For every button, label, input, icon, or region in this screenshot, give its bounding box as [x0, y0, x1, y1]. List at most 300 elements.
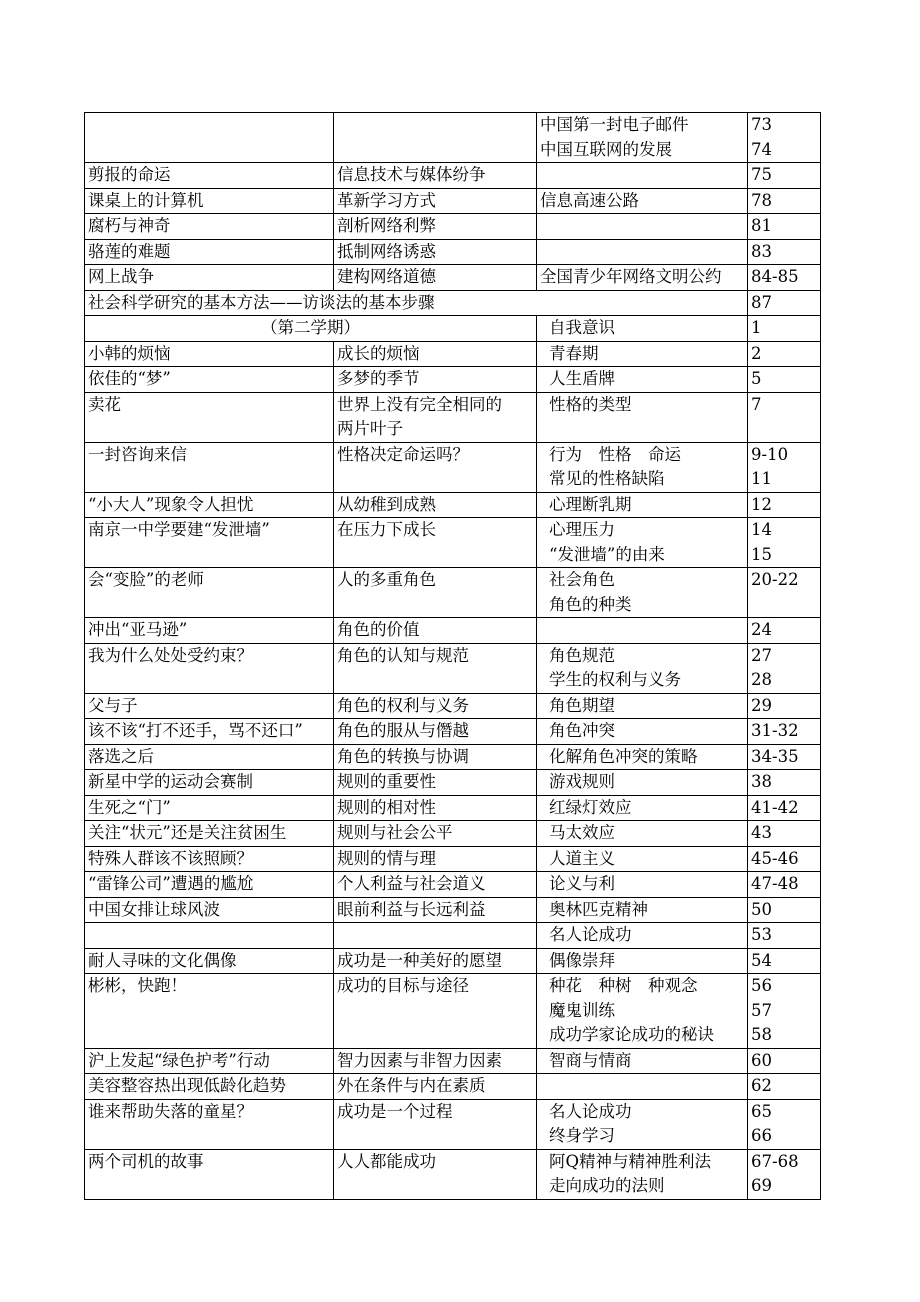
cell-line: 学生的权利与义务	[549, 670, 681, 689]
cell-line: 名人论成功	[549, 1101, 632, 1121]
cell-line: 47-48	[751, 874, 799, 893]
cell-line: 信息高速公路	[540, 190, 639, 210]
table-cell-c1	[85, 492, 334, 518]
table-cell-c4	[748, 923, 821, 949]
table-cell-c1	[85, 1149, 334, 1199]
table-body-method	[85, 290, 821, 341]
table-row	[85, 341, 821, 367]
cell-line: 智商与情商	[549, 1050, 632, 1070]
table-row	[85, 923, 821, 949]
cell-line: 两个司机的故事	[88, 1151, 204, 1171]
method-row	[85, 290, 821, 316]
cell-line: “发泄墙”的由来	[549, 544, 665, 564]
cell-line: 7	[751, 394, 762, 414]
cell-line: 成长的烦恼	[337, 343, 420, 363]
table-cell-c4	[748, 1048, 821, 1074]
cell-line: 剪报的命运	[88, 165, 171, 184]
cell-line: 65	[751, 1101, 772, 1121]
cell-line: 心理压力	[549, 520, 615, 539]
table-cell-c3	[537, 214, 748, 240]
cell-line: 革新学习方式	[337, 190, 436, 210]
table-cell-c4	[748, 113, 821, 163]
method-text: 社会科学研究的基本方法——访谈法的基本步骤	[85, 290, 748, 316]
table-cell-c3	[537, 693, 748, 719]
table-cell-c2	[334, 392, 537, 442]
cell-line: 角色的种类	[549, 594, 632, 614]
cell-line: 54	[751, 950, 772, 970]
table-cell-c1	[85, 1099, 334, 1149]
cell-line: 论义与利	[549, 874, 615, 893]
table-cell-c1	[85, 618, 334, 644]
table-cell-c2	[334, 442, 537, 492]
cell-line: 名人论成功	[549, 925, 632, 944]
table-cell-c1	[85, 744, 334, 770]
cell-line: 角色的权利与义务	[337, 695, 469, 715]
cell-line: 50	[751, 899, 772, 919]
table-row	[85, 770, 821, 796]
cell-line: 课桌上的计算机	[88, 190, 204, 210]
cell-line: 29	[751, 695, 772, 715]
cell-line: 游戏规则	[549, 772, 615, 791]
cell-line: 两片叶子	[337, 419, 403, 438]
cell-line: 青春期	[549, 343, 599, 363]
table-cell-c3	[537, 188, 748, 214]
cell-line: 2	[751, 343, 762, 363]
table-cell-c3	[537, 618, 748, 644]
cell-line: 83	[751, 241, 772, 261]
cell-line: 我为什么处处受约束？	[88, 645, 253, 665]
cell-line: 红绿灯效应	[549, 797, 632, 817]
table-row	[85, 846, 821, 872]
cell-line: 45-46	[751, 848, 799, 868]
table-row	[85, 367, 821, 393]
table-cell-c3	[537, 518, 748, 568]
table-cell-c2	[334, 923, 537, 949]
table-row	[85, 897, 821, 923]
cell-line: 84-85	[751, 267, 799, 286]
cell-line: 43	[751, 823, 772, 842]
table-body-part1	[85, 113, 821, 291]
table-cell-c3	[537, 1074, 748, 1100]
table-cell-c3	[537, 392, 748, 442]
semester-label: （第二学期）	[85, 316, 537, 342]
cell-line: 多梦的季节	[337, 369, 420, 388]
table-cell-c2	[334, 163, 537, 189]
table-cell-c2	[334, 367, 537, 393]
table-row	[85, 719, 821, 745]
table-cell-c3	[537, 239, 748, 265]
cell-line: 信息技术与媒体纷争	[337, 165, 486, 184]
cell-line: 中国女排让球风波	[88, 899, 220, 919]
cell-line: 规则的相对性	[337, 797, 436, 817]
cell-line: 78	[751, 190, 772, 210]
table-cell-c2	[334, 770, 537, 796]
table-cell-c1	[85, 795, 334, 821]
table-cell-c2	[334, 265, 537, 291]
table-row	[85, 1074, 821, 1100]
cell-line: 行为 性格 命运	[549, 444, 681, 464]
table-cell-c1	[85, 442, 334, 492]
cell-line: 社会角色	[549, 570, 615, 589]
table-cell-c3	[537, 113, 748, 163]
table-cell-c1	[85, 265, 334, 291]
table-row	[85, 1099, 821, 1149]
cell-line: 耐人寻味的文化偶像	[88, 950, 237, 970]
table-cell-c4	[748, 693, 821, 719]
cell-line: 关注“状元”还是关注贫困生	[88, 823, 287, 842]
cell-line: 谁来帮助失落的童星？	[88, 1101, 253, 1121]
table-cell-c4	[748, 795, 821, 821]
cell-line: 建构网络道德	[337, 267, 436, 286]
cell-line: 中国第一封电子邮件	[540, 115, 689, 134]
table-cell-c4	[748, 846, 821, 872]
cell-line: 5	[751, 369, 762, 388]
table-cell-c2	[334, 1149, 537, 1199]
cell-line: 74	[751, 139, 772, 159]
table-cell-c1	[85, 568, 334, 618]
table-row	[85, 872, 821, 898]
table-row	[85, 214, 821, 240]
cell-line: 57	[751, 1000, 772, 1020]
cell-line: 世界上没有完全相同的	[337, 394, 502, 414]
table-cell-c4	[748, 1099, 821, 1149]
cell-line: 53	[751, 925, 772, 944]
table-cell-c2	[334, 897, 537, 923]
table-cell-c1	[85, 367, 334, 393]
cell-line: 11	[751, 469, 772, 488]
cell-line: 智力因素与非智力因素	[337, 1050, 502, 1070]
table-row	[85, 442, 821, 492]
table-cell-c3	[537, 1099, 748, 1149]
table-cell-c2	[334, 948, 537, 974]
cell-line: 66	[751, 1126, 772, 1145]
table-cell-c3	[537, 795, 748, 821]
cell-line: 眼前利益与长远利益	[337, 899, 486, 919]
cell-line: 在压力下成长	[337, 520, 436, 539]
cell-line: 成功是一种美好的愿望	[337, 950, 502, 970]
table-row	[85, 239, 821, 265]
cell-line: 美容整容热出现低龄化趋势	[88, 1076, 286, 1095]
table-cell-c3	[537, 163, 748, 189]
cell-line: 81	[751, 216, 772, 235]
table-cell-c1	[85, 923, 334, 949]
table-cell-c4	[748, 442, 821, 492]
cell-line: 卖花	[88, 394, 121, 414]
cell-line: 落选之后	[88, 746, 154, 766]
table-cell-c4	[748, 719, 821, 745]
table-cell-c3	[537, 872, 748, 898]
cell-line: 67-68	[751, 1151, 799, 1171]
table-cell-c4	[748, 568, 821, 618]
table-cell-c1	[85, 770, 334, 796]
table-cell-c4	[748, 1074, 821, 1100]
cell-line: 角色的认知与规范	[337, 645, 469, 665]
cell-line: 从幼稚到成熟	[337, 494, 436, 514]
cell-line: 规则的情与理	[337, 848, 436, 868]
table-cell-c4	[748, 265, 821, 291]
table-cell-c4	[748, 770, 821, 796]
table-cell-c2	[334, 239, 537, 265]
table-cell-c3	[537, 1149, 748, 1199]
cell-line: 父与子	[88, 695, 138, 715]
cell-line: 性格的类型	[549, 394, 632, 414]
cell-line: 人的多重角色	[337, 570, 436, 589]
table-cell-c4	[748, 618, 821, 644]
cell-line: 新星中学的运动会赛制	[88, 772, 253, 791]
table-cell-c2	[334, 872, 537, 898]
cell-line: 人道主义	[549, 848, 615, 868]
table-row	[85, 265, 821, 291]
table-cell-c3	[537, 367, 748, 393]
cell-line: 小韩的烦恼	[88, 343, 171, 363]
cell-line: 该不该“打不还手，骂不还口”	[88, 721, 303, 740]
table-cell-c4	[748, 392, 821, 442]
table-row	[85, 113, 821, 163]
cell-line: 常见的性格缺陷	[549, 469, 665, 488]
table-row	[85, 795, 821, 821]
cell-line: 阿Q精神与精神胜利法	[549, 1151, 712, 1171]
table-row	[85, 618, 821, 644]
table-row	[85, 518, 821, 568]
table-cell-c3	[537, 770, 748, 796]
table-row	[85, 1048, 821, 1074]
cell-line: 成功的目标与途径	[337, 976, 469, 995]
table-cell-c4	[748, 744, 821, 770]
table-cell-c1	[85, 872, 334, 898]
cell-line: 彬彬，快跑！	[88, 976, 187, 995]
cell-line: 性格决定命运吗？	[337, 444, 469, 464]
cell-line: 依佳的“梦”	[88, 369, 171, 388]
table-cell-c2	[334, 1074, 537, 1100]
table-cell-c3	[537, 948, 748, 974]
cell-line: 69	[751, 1176, 772, 1195]
cell-line: 41-42	[751, 797, 799, 817]
cell-line: 规则与社会公平	[337, 823, 453, 842]
table-cell-c2	[334, 1099, 537, 1149]
cell-line: 马太效应	[549, 823, 615, 842]
cell-line: 一封咨询来信	[88, 444, 187, 464]
table-row	[85, 974, 821, 1049]
cell-line: 62	[751, 1076, 772, 1095]
cell-line: 心理断乳期	[549, 494, 632, 514]
table-cell-c1	[85, 693, 334, 719]
cell-line: 骆莲的难题	[88, 241, 171, 261]
cell-line: 抵制网络诱惑	[337, 241, 436, 261]
table-cell-c4	[748, 163, 821, 189]
cell-line: 15	[751, 544, 772, 564]
cell-line: 56	[751, 976, 772, 995]
table-cell-c4	[748, 643, 821, 693]
table-cell-c1	[85, 974, 334, 1049]
cell-line: “小大人”现象令人担忧	[88, 494, 254, 514]
cell-line: 38	[751, 772, 772, 791]
table-cell-c1	[85, 113, 334, 163]
cell-line: 14	[751, 520, 772, 539]
table-cell-c2	[334, 518, 537, 568]
semester-page: 1	[748, 316, 821, 342]
semester-row	[85, 316, 821, 342]
table-cell-c2	[334, 618, 537, 644]
table-cell-c4	[748, 897, 821, 923]
table-cell-c1	[85, 643, 334, 693]
table-cell-c1	[85, 1074, 334, 1100]
cell-line: 奥林匹克精神	[549, 899, 648, 919]
cell-line: 9-10	[751, 444, 789, 464]
table-cell-c3	[537, 897, 748, 923]
table-cell-c4	[748, 974, 821, 1049]
cell-line: 75	[751, 165, 772, 184]
table-row	[85, 188, 821, 214]
table-row	[85, 948, 821, 974]
cell-line: 走向成功的法则	[549, 1176, 665, 1195]
method-page: 87	[748, 290, 821, 316]
cell-line: 34-35	[751, 746, 799, 766]
table-cell-c4	[748, 872, 821, 898]
cell-line: 58	[751, 1025, 772, 1044]
table-cell-c2	[334, 795, 537, 821]
cell-line: 外在条件与内在素质	[337, 1076, 486, 1095]
cell-line: 60	[751, 1050, 772, 1070]
table-cell-c4	[748, 367, 821, 393]
table-cell-c2	[334, 974, 537, 1049]
table-row	[85, 643, 821, 693]
cell-line: 种花 种树 种观念	[549, 976, 698, 995]
cell-line: 角色的转换与协调	[337, 746, 469, 766]
cell-line: 角色的价值	[337, 620, 420, 639]
table-row	[85, 492, 821, 518]
table-cell-c1	[85, 821, 334, 847]
table-cell-c1	[85, 341, 334, 367]
cell-line: 成功是一个过程	[337, 1101, 453, 1121]
table-cell-c4	[748, 492, 821, 518]
cell-line: 24	[751, 620, 772, 639]
table-cell-c3	[537, 442, 748, 492]
table-cell-c1	[85, 897, 334, 923]
cell-line: 规则的重要性	[337, 772, 436, 791]
cell-line: 28	[751, 670, 772, 689]
cell-line: 特殊人群该不该照顾？	[88, 848, 253, 868]
cell-line: 20-22	[751, 570, 799, 589]
table-body-part2	[85, 341, 821, 1199]
table-cell-c1	[85, 1048, 334, 1074]
table-cell-c1	[85, 392, 334, 442]
cell-line: 成功学家论成功的秘诀	[549, 1025, 714, 1044]
cell-line: 角色规范	[549, 645, 615, 665]
cell-line: 魔鬼训练	[549, 1000, 615, 1020]
table-row	[85, 693, 821, 719]
table-cell-c3	[537, 643, 748, 693]
table-cell-c2	[334, 188, 537, 214]
semester-topic: 自我意识	[537, 316, 748, 342]
table-cell-c1	[85, 214, 334, 240]
table-row	[85, 821, 821, 847]
table-cell-c2	[334, 1048, 537, 1074]
cell-line: 角色冲突	[549, 721, 615, 740]
cell-line: 腐朽与神奇	[88, 216, 171, 235]
table-cell-c1	[85, 846, 334, 872]
table-cell-c1	[85, 948, 334, 974]
table-row	[85, 568, 821, 618]
cell-line: 化解角色冲突的策略	[549, 746, 698, 766]
table-cell-c2	[334, 821, 537, 847]
table-cell-c1	[85, 239, 334, 265]
table-cell-c3	[537, 846, 748, 872]
cell-line: 中国互联网的发展	[540, 139, 672, 159]
table-cell-c2	[334, 568, 537, 618]
table-cell-c4	[748, 948, 821, 974]
cell-line: 个人利益与社会道义	[337, 874, 486, 893]
table-cell-c3	[537, 341, 748, 367]
cell-line: 人人都能成功	[337, 1151, 436, 1171]
table-cell-c2	[334, 113, 537, 163]
index-page	[84, 112, 820, 1200]
cell-line: 12	[751, 494, 772, 514]
cell-line: 全国青少年网络文明公约	[540, 267, 722, 286]
cell-line: 沪上发起“绿色护考”行动	[88, 1050, 270, 1070]
table-cell-c1	[85, 719, 334, 745]
cell-line: 偶像崇拜	[549, 950, 615, 970]
table-cell-c1	[85, 163, 334, 189]
table-cell-c3	[537, 1048, 748, 1074]
table-row	[85, 163, 821, 189]
table-cell-c3	[537, 821, 748, 847]
table-cell-c3	[537, 492, 748, 518]
table-cell-c2	[334, 719, 537, 745]
table-cell-c4	[748, 214, 821, 240]
table-cell-c1	[85, 188, 334, 214]
table-cell-c4	[748, 821, 821, 847]
cell-line: 南京一中学要建“发泄墙”	[88, 520, 270, 539]
cell-line: 人生盾牌	[549, 369, 615, 388]
cell-line: 角色的服从与僭越	[337, 721, 469, 740]
cell-line: 剖析网络利弊	[337, 216, 436, 235]
contents-table	[84, 112, 821, 1200]
table-cell-c1	[85, 518, 334, 568]
cell-line: 会“变脸”的老师	[88, 570, 204, 589]
table-cell-c2	[334, 341, 537, 367]
table-cell-c3	[537, 265, 748, 291]
cell-line: 网上战争	[88, 267, 154, 286]
table-cell-c3	[537, 719, 748, 745]
cell-line: 冲出“亚马逊”	[88, 620, 188, 639]
table-cell-c3	[537, 974, 748, 1049]
table-cell-c3	[537, 744, 748, 770]
table-cell-c4	[748, 341, 821, 367]
table-cell-c2	[334, 693, 537, 719]
table-cell-c4	[748, 1149, 821, 1199]
table-cell-c2	[334, 846, 537, 872]
cell-line: “雷锋公司”遭遇的尴尬	[88, 874, 254, 893]
table-cell-c2	[334, 643, 537, 693]
table-cell-c3	[537, 923, 748, 949]
cell-line: 27	[751, 645, 772, 665]
table-row	[85, 744, 821, 770]
cell-line: 31-32	[751, 721, 799, 740]
cell-line: 角色期望	[549, 695, 615, 715]
table-cell-c4	[748, 518, 821, 568]
table-cell-c2	[334, 492, 537, 518]
cell-line: 生死之“门”	[88, 797, 171, 817]
table-cell-c2	[334, 214, 537, 240]
table-row	[85, 1149, 821, 1199]
table-cell-c4	[748, 188, 821, 214]
table-cell-c3	[537, 568, 748, 618]
table-row	[85, 392, 821, 442]
table-cell-c4	[748, 239, 821, 265]
cell-line: 73	[751, 115, 772, 134]
table-cell-c2	[334, 744, 537, 770]
cell-line: 终身学习	[549, 1126, 615, 1145]
